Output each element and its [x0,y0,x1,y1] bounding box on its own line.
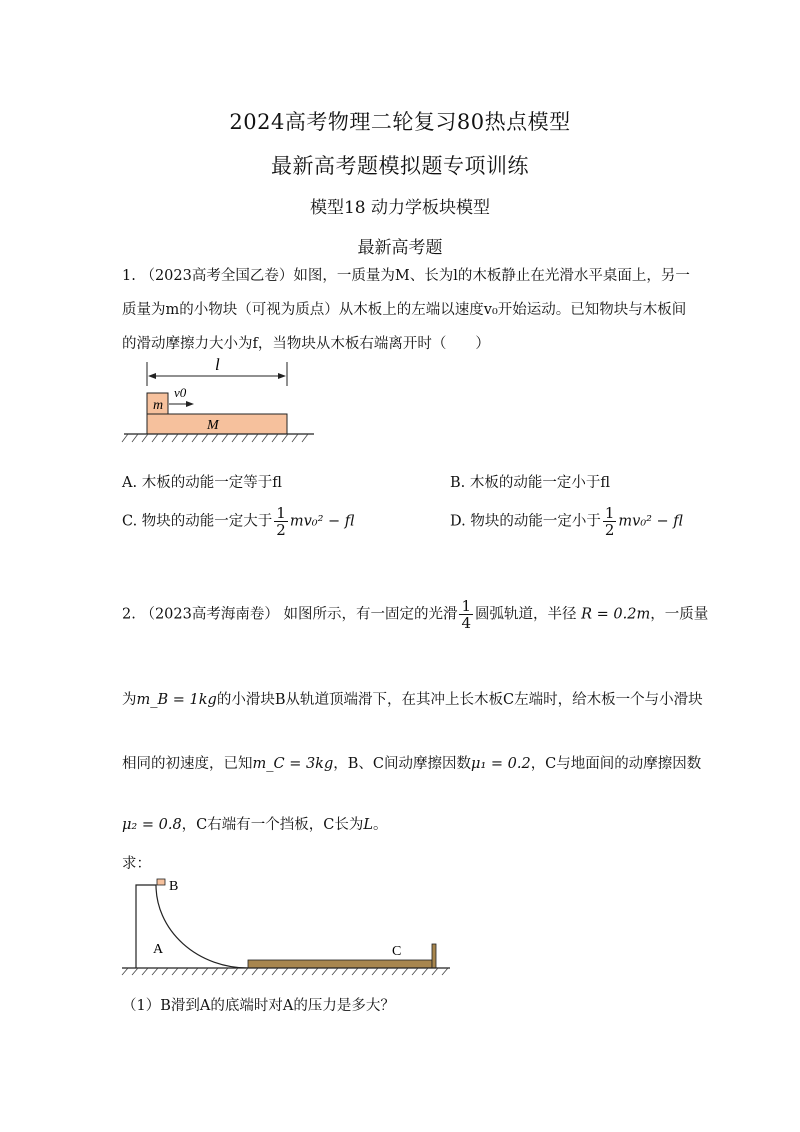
model-title: 模型18 动力学板块模型 [309,198,491,218]
q2-stem-seg3: ，一质量 [650,606,709,623]
q2-number: 2. [122,606,136,623]
option-a: A. 木板的动能一定等于fl [122,475,282,491]
q2-mass-b: m_B = 1kg [136,692,217,708]
option-c [122,505,354,538]
q2-line3: 相同的初速度，已知m_C = 3kg，B、C间动摩擦因数μ₁ = 0.2，C与地面间的动摩擦因数 [122,756,702,772]
option-b: B. 木板的动能一定小于fl [450,475,611,491]
q2-mu2: μ₂ = 0.8 [122,817,182,833]
q2-mass-c: m_C = 3kg [252,756,334,772]
option-d-expr: mv₀² − fl [618,513,683,530]
label-A: A [153,942,164,957]
q2-line4: μ₂ = 0.8，C右端有一个挡板，C长为L。 [122,817,388,833]
option-c-expr: mv₀² − fl [289,513,355,530]
q2-subquestion-1: （1）B滑到A的底端时对A的压力是多大？ [122,998,395,1014]
option-c-text: C. 物块的动能一定大于 [122,513,273,530]
board-label: M [207,418,219,433]
label-B: B [169,879,179,894]
ground-hatching [122,434,308,442]
q2-line1 [122,598,708,631]
velocity-label: v0 [174,385,187,400]
option-c-fraction: $\frac{1}{2}$ [276,504,286,539]
q2-figure [120,876,460,976]
length-label: l [215,355,220,374]
option-d [450,505,683,538]
q2-mu1: μ₁ = 0.2 [471,756,531,772]
velocity-arrowhead [186,401,194,407]
q1-stem-line3: 的滑动摩擦力大小为f，当物块从木板右端离开时（ ） [122,336,490,352]
label-C: C [392,944,402,959]
q1-number: 1. [122,268,136,284]
section-heading: 最新高考题 [357,238,443,258]
q2-source: （2023高考海南卷） [140,606,279,623]
q2-line2: 为m_B = 1kg的小滑块B从轨道顶端滑下，在其冲上长木板C左端时，给木板一个与小滑块 [122,692,703,708]
stopper [432,944,436,968]
block-label: m [153,398,164,413]
q2-ground-hatching [122,968,448,975]
q2-quarter-fraction: $\frac{1}{4}$ [461,597,472,632]
q2-ask: 求： [122,856,151,872]
q1-stem-line2: 质量为m的小物块（可视为质点）从木板上的左端以速度v₀开始运动。已知物块与木板间 [122,302,687,318]
length-arrowhead-right [278,373,286,379]
q2-radius: R = 0.2m [581,606,651,623]
q1-line1 [122,264,690,285]
doc-subtitle: 最新高考题模拟题专项训练 [271,154,529,178]
q2-stem-seg1: 如图所示，有一固定的光滑 [283,606,458,623]
doc-title: 2024高考物理二轮复习80热点模型 [229,110,571,134]
q2-length-L: L [363,817,374,833]
option-d-text: D. 物块的动能一定小于 [450,513,601,530]
q1-figure [118,352,318,446]
board-C [248,960,432,968]
q1-source: （2023高考全国乙卷） [140,268,294,284]
q2-stem-seg2: 圆弧轨道，半径 [475,606,577,623]
length-arrowhead-left [148,373,156,379]
slider-B [157,879,165,885]
q1-stem-line1: 如图，一质量为M、长为l的木板静止在光滑水平桌面上，另一 [293,268,690,284]
option-d-fraction: $\frac{1}{2}$ [604,504,615,539]
